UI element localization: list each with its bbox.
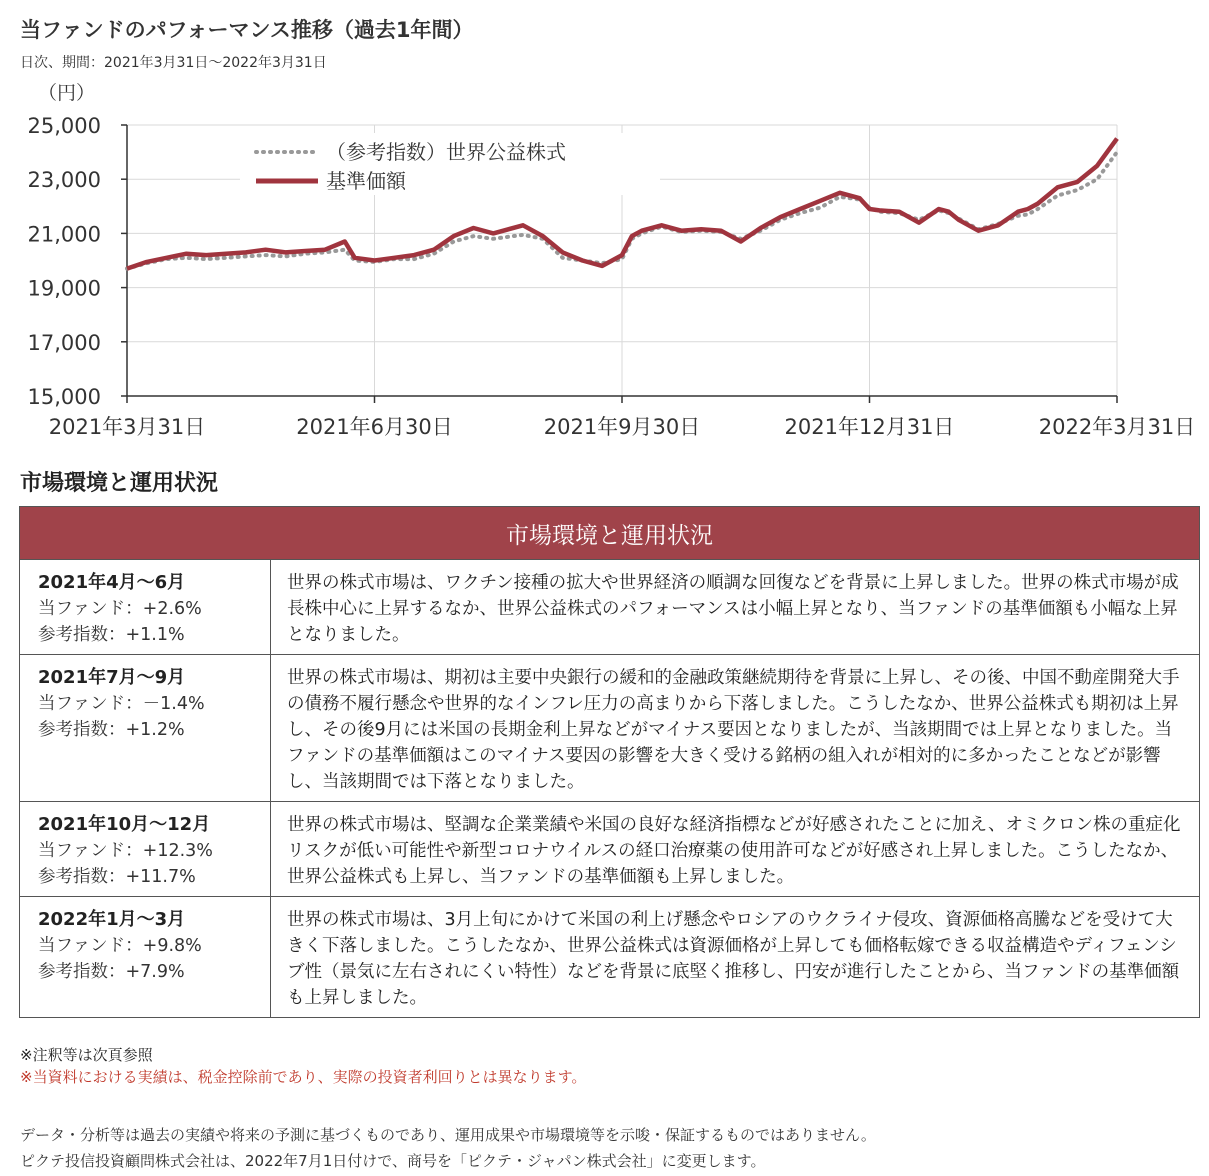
section-title: 市場環境と運用状況 <box>20 471 219 496</box>
table-row <box>20 655 1200 802</box>
x-tick-label: 2021年12月31日 <box>784 415 955 439</box>
row-index-return: 参考指数：+1.1% <box>38 625 185 645</box>
y-tick-label: 15,000 <box>27 385 101 409</box>
row-period: 2021年7月～9月 <box>38 667 186 688</box>
y-tick-label: 19,000 <box>27 276 101 301</box>
legend <box>240 133 660 195</box>
x-tick-label: 2022年3月31日 <box>1038 415 1196 439</box>
row-period: 2022年1月～3月 <box>38 909 186 930</box>
x-tick-label: 2021年3月31日 <box>48 415 206 439</box>
disclaimer-line-2: ピクテ投信投資顧問株式会社は、2022年7月1日付けで、商号を「ピクテ・ジャパン株式会社」に変更します。 <box>20 1152 766 1170</box>
disclaimer <box>20 1122 876 1174</box>
table-row <box>20 802 1200 897</box>
row-commentary: 世界の株式市場は、期初は主要中央銀行の緩和的金融政策継続期待を背景に上昇し、その後、中国不動産開発大手の債務不履行懸念や世界的なインフレ圧力の高まりから下落しました。こうしたなか、世界公益株式も期初は上昇し、その後9月には米国の長期金利上昇などがマイナス要因となりましたが、当該期間では上昇となりました。当ファンドの基準価額はこのマイナス要因の影響を大きく受ける銘柄の組入れが相対的に多かったことなどが影響し、当該期間では下落となりました。 <box>271 655 1200 802</box>
y-tick-label: 25,000 <box>27 114 101 138</box>
y-axis <box>28 114 127 409</box>
y-tick-label: 17,000 <box>27 330 101 355</box>
market-table <box>19 506 1200 1018</box>
performance-chart <box>0 75 1209 450</box>
row-fund-return: 当ファンド：－1.4% <box>38 694 205 714</box>
y-tick-label: 21,000 <box>27 222 101 247</box>
row-index-return: 参考指数：+11.7% <box>38 867 196 887</box>
notes <box>20 1044 586 1088</box>
chart-subtitle: 日次、期間：2021年3月31日～2022年3月31日 <box>20 55 327 71</box>
row-index-return: 参考指数：+1.2% <box>38 720 185 740</box>
note-reference: ※注釈等は次頁参照 <box>20 1046 153 1064</box>
row-period: 2021年4月～6月 <box>38 572 186 593</box>
x-tick-label: 2021年9月30日 <box>543 415 701 439</box>
x-tick-label: 2021年6月30日 <box>296 415 453 439</box>
table-row <box>20 897 1200 1018</box>
row-fund-return: 当ファンド：+12.3% <box>38 841 213 861</box>
legend-label-index: （参考指数）世界公益株式 <box>326 140 566 164</box>
y-unit-label: （円） <box>38 82 96 104</box>
row-fund-return: 当ファンド：+2.6% <box>38 599 202 619</box>
row-period: 2021年10月～12月 <box>38 814 211 835</box>
row-index-return: 参考指数：+7.9% <box>38 962 185 982</box>
table-header: 市場環境と運用状況 <box>20 507 1200 560</box>
table-row <box>20 560 1200 655</box>
row-fund-return: 当ファンド：+9.8% <box>38 936 202 956</box>
note-tax-warning: ※当資料における実績は、税金控除前であり、実際の投資者利回りとは異なります。 <box>20 1068 587 1086</box>
row-commentary: 世界の株式市場は、ワクチン接種の拡大や世界経済の順調な回復などを背景に上昇しました。世界の株式市場が成長株中心に上昇するなか、世界公益株式のパフォーマンスは小幅上昇となり、当ファンドの基準価額も小幅な上昇となりました。 <box>271 560 1200 655</box>
chart-title: 当ファンドのパフォーマンス推移（過去1年間） <box>20 18 474 42</box>
row-commentary: 世界の株式市場は、堅調な企業業績や米国の良好な経済指標などが好感されたことに加え、オミクロン株の重症化リスクが低い可能性や新型コロナウイルスの経口治療薬の使用許可などが好感され上昇しました。こうしたなか、世界公益株式も上昇し、当ファンドの基準価額も上昇しました。 <box>271 802 1200 897</box>
x-axis <box>49 396 1196 439</box>
y-tick-label: 23,000 <box>27 168 101 193</box>
row-commentary: 世界の株式市場は、3月上旬にかけて米国の利上げ懸念やロシアのウクライナ侵攻、資源価格高騰などを受けて大きく下落しました。こうしたなか、世界公益株式は資源価格が上昇しても価格転嫁できる収益構造やディフェンシブ性（景気に左右されにくい特性）などを背景に底堅く推移し、円安が進行したことから、当ファンドの基準価額も上昇しました。 <box>271 897 1200 1018</box>
legend-label-fund: 基準価額 <box>326 169 406 193</box>
disclaimer-line-1: データ・分析等は過去の実績や将来の予測に基づくものであり、運用成果や市場環境等を示唆・保証するものではありません。 <box>20 1126 876 1144</box>
